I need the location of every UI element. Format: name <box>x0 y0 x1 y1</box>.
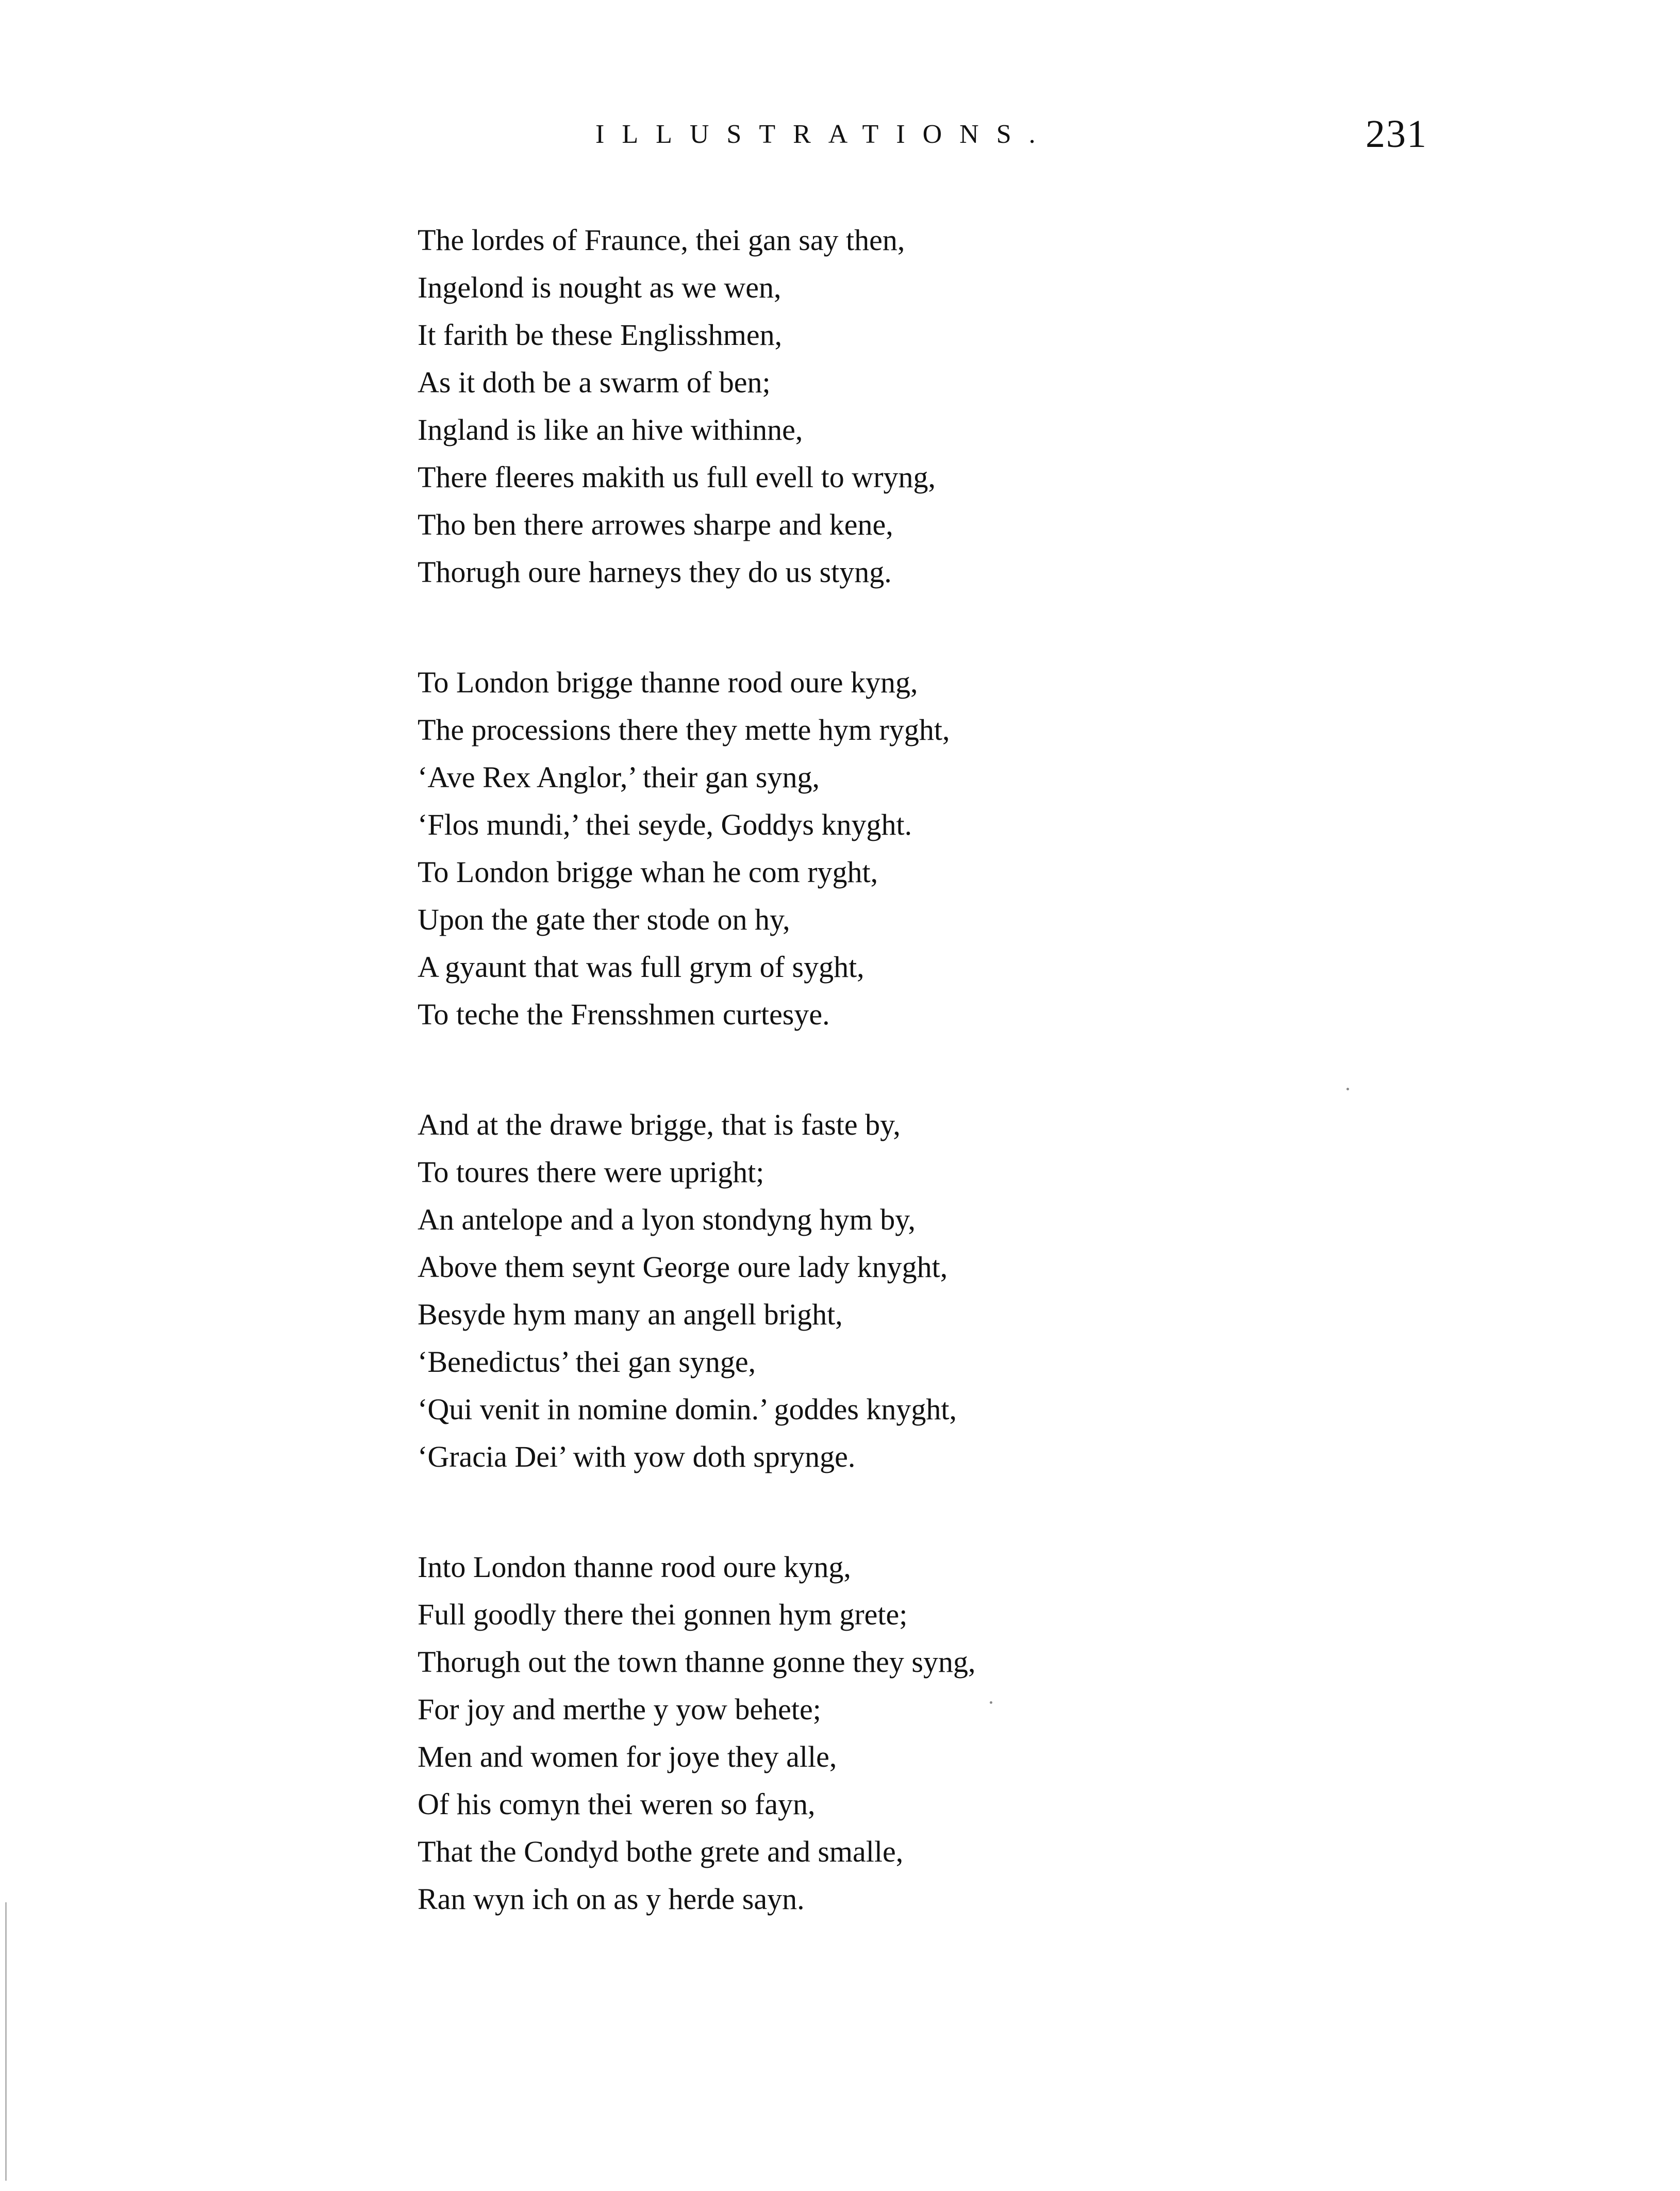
poem-line: The lordes of Fraunce, thei gan say then, <box>418 223 905 257</box>
poem-line: A gyaunt that was full grym of syght, <box>418 950 864 984</box>
poem-line: As it doth be a swarm of ben; <box>418 366 771 399</box>
ink-speck <box>990 1701 992 1704</box>
poem-line: Thorugh out the town thanne gonne they syng, <box>418 1645 976 1679</box>
poem-line: Of his comyn thei weren so fayn, <box>418 1787 816 1821</box>
stanza-4 <box>418 1543 1397 1923</box>
poem-line: Men and women for joye they alle, <box>418 1740 837 1773</box>
poem-line: There fleeres makith us full evell to wryng, <box>418 460 936 494</box>
poem-line: To teche the Frensshmen curtesye. <box>418 998 830 1031</box>
stanza-1 <box>418 217 1397 596</box>
poem-line: To London brigge whan he com ryght, <box>418 855 878 889</box>
stanza-2 <box>418 659 1397 1038</box>
poem-line: Ran wyn ich on as y herde sayn. <box>418 1882 805 1916</box>
poem-line: Into London thanne rood oure kyng, <box>418 1550 851 1584</box>
stanza-3 <box>418 1101 1397 1481</box>
poem-line: It farith be these Englisshmen, <box>418 318 783 352</box>
poem-line: And at the drawe brigge, that is faste by, <box>418 1108 901 1141</box>
poem-line: ‘Ave Rex Anglor,’ their gan syng, <box>418 760 820 794</box>
poem-line: Thorugh oure harneys they do us styng. <box>418 555 892 589</box>
poem-line: Ingland is like an hive withinne, <box>418 413 803 446</box>
poem <box>418 217 1397 1986</box>
poem-line: That the Condyd bothe grete and smalle, <box>418 1835 904 1868</box>
poem-line: ‘Benedictus’ thei gan synge, <box>418 1345 756 1379</box>
poem-line: ‘Gracia Dei’ with yow doth sprynge. <box>418 1440 856 1473</box>
poem-line: An antelope and a lyon stondyng hym by, <box>418 1203 916 1236</box>
scan-edge-mark <box>5 1902 7 2181</box>
poem-line: The processions there they mette hym ryght, <box>418 713 950 746</box>
ink-speck <box>1346 1088 1349 1090</box>
page-number: 231 <box>1366 112 1427 156</box>
poem-line: Besyde hym many an angell bright, <box>418 1298 843 1331</box>
running-head: ILLUSTRATIONS. <box>595 120 1053 149</box>
poem-line: To toures there were upright; <box>418 1155 764 1189</box>
poem-line: ‘Qui venit in nomine domin.’ goddes knyght, <box>418 1392 957 1426</box>
poem-line: Upon the gate ther stode on hy, <box>418 903 790 936</box>
poem-line: Ingelond is nought as we wen, <box>418 271 781 304</box>
poem-line: Full goodly there thei gonnen hym grete; <box>418 1598 908 1631</box>
poem-line: Above them seynt George oure lady knyght, <box>418 1250 948 1284</box>
poem-line: ‘Flos mundi,’ thei seyde, Goddys knyght. <box>418 808 912 841</box>
poem-line: To London brigge thanne rood oure kyng, <box>418 666 918 699</box>
poem-line: For joy and merthe y yow behete; <box>418 1692 821 1726</box>
poem-line: Tho ben there arrowes sharpe and kene, <box>418 508 893 541</box>
